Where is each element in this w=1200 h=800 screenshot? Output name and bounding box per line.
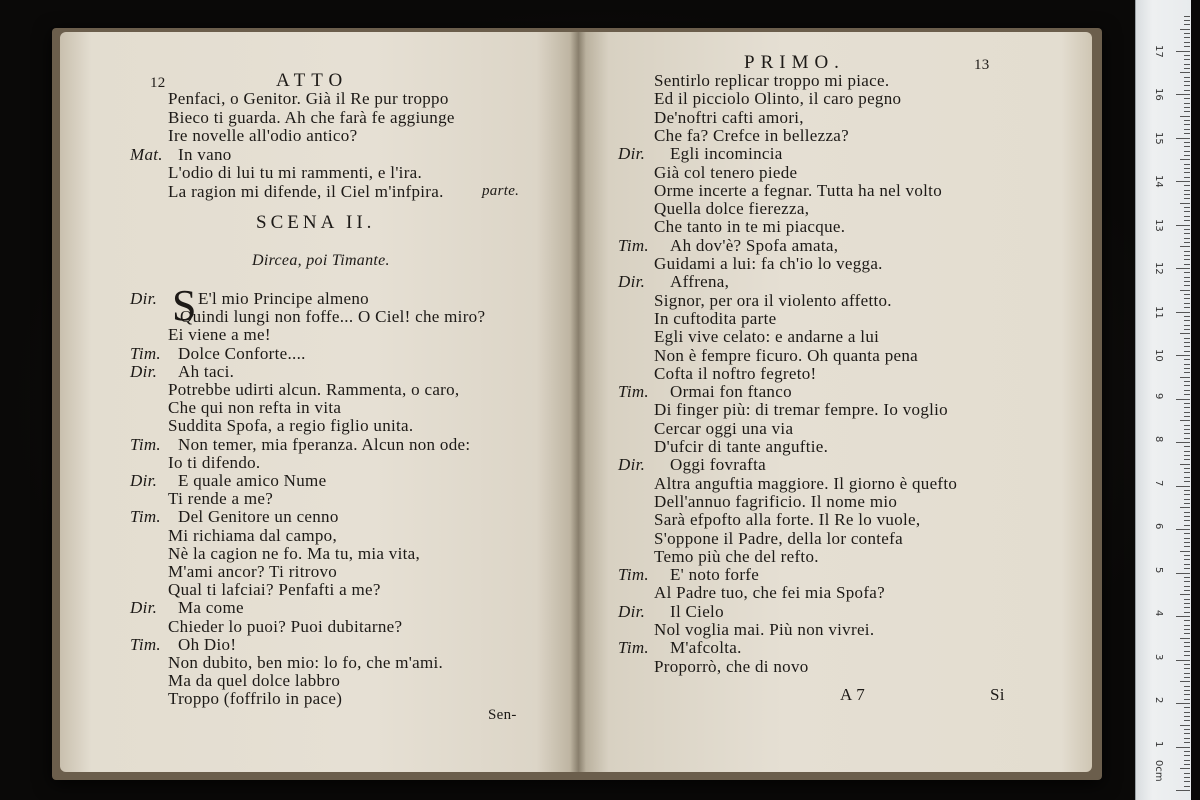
ruler-tick <box>1184 98 1190 99</box>
ruler-tick <box>1184 729 1190 730</box>
ruler-tick <box>1184 120 1190 121</box>
ruler-label: 14 <box>1153 175 1164 188</box>
verse-line: Di finger più: di tremar fempre. Io voglio <box>654 400 948 420</box>
book-gutter <box>570 32 586 772</box>
ruler-tick <box>1184 590 1190 591</box>
left-page <box>60 32 578 772</box>
ruler-tick <box>1184 64 1190 65</box>
ruler-tick <box>1184 407 1190 408</box>
ruler-tick <box>1184 146 1190 147</box>
ruler-tick <box>1184 264 1190 265</box>
ruler-tick <box>1184 133 1190 134</box>
speaker-label: Dir. <box>618 455 646 475</box>
verse-line: Egli vive celato: e andarne a lui <box>654 327 880 347</box>
verse-line: E' noto forfe <box>670 565 760 585</box>
ruler-tick <box>1184 707 1190 708</box>
ruler-tick <box>1176 616 1190 617</box>
verse-line: Chieder lo puoi? Puoi dubitarne? <box>168 616 403 636</box>
speaker-label: Dir. <box>618 601 646 621</box>
ruler-tick <box>1184 307 1190 308</box>
ruler-tick <box>1184 760 1190 761</box>
ruler-tick <box>1184 568 1190 569</box>
ruler-tick <box>1176 790 1190 791</box>
verse-line: De'noftri cafti amori, <box>654 107 804 127</box>
ruler-tick <box>1184 629 1190 630</box>
ruler-tick <box>1184 773 1190 774</box>
ruler-tick <box>1184 111 1190 112</box>
ruler-tick <box>1184 599 1190 600</box>
verse-line: Sentirlo replicar troppo mi piace. <box>654 71 890 90</box>
ruler-tick <box>1184 168 1190 169</box>
ruler-tick <box>1184 211 1190 212</box>
ruler-tick <box>1184 720 1190 721</box>
ruler-tick <box>1180 159 1190 160</box>
ruler-tick <box>1184 238 1190 239</box>
ruler-label: 9 <box>1153 392 1164 399</box>
ruler-tick <box>1184 259 1190 260</box>
ruler-tick <box>1184 512 1190 513</box>
verse-line: Suddita Spofa, a regio figlio unita. <box>168 416 414 436</box>
ruler-tick <box>1184 477 1190 478</box>
verse-line: In vano <box>178 144 232 164</box>
ruler-tick <box>1176 268 1190 269</box>
verse-line: Oh Dio! <box>178 634 237 654</box>
right-running-head: PRIMO. <box>744 52 845 73</box>
ruler-tick <box>1184 207 1190 208</box>
ruler-tick <box>1184 20 1190 21</box>
ruler-label: 11 <box>1153 305 1164 319</box>
ruler-tick <box>1184 368 1190 369</box>
ruler-tick <box>1184 686 1190 687</box>
ruler-tick <box>1184 538 1190 539</box>
stage-direction: Dircea, poi Timante. <box>252 252 390 269</box>
ruler-tick <box>1184 285 1190 286</box>
verse-line: Affrena, <box>670 272 730 292</box>
ruler-tick <box>1180 246 1190 247</box>
ruler-tick <box>1180 203 1190 204</box>
ruler-tick <box>1184 142 1190 143</box>
verse-line: Nè la cagion ne fo. Ma tu, mia vita, <box>168 543 421 563</box>
ruler-tick <box>1184 198 1190 199</box>
ruler-tick <box>1180 72 1190 73</box>
speaker-label: Dir. <box>130 289 158 308</box>
speaker-label: Tim. <box>130 507 161 527</box>
ruler-tick <box>1180 116 1190 117</box>
ruler-tick <box>1184 620 1190 621</box>
verse-line: Sarà efpofto alla forte. Il Re lo vuole, <box>654 510 921 530</box>
verse-line: E quale amico Nume <box>178 471 327 490</box>
verse-line: Già col tenero piede <box>654 162 798 182</box>
ruler-label: 17 <box>1153 44 1164 58</box>
ruler-tick <box>1184 281 1190 282</box>
verse-line: L'odio di lui tu mi rammenti, e l'ira. <box>168 163 423 182</box>
verse-line: Bieco ti guarda. Ah che farà fe aggiunge <box>168 107 455 127</box>
ruler-tick <box>1184 446 1190 447</box>
speaker-label: Tim. <box>618 638 649 658</box>
ruler-tick <box>1184 359 1190 360</box>
ruler-tick <box>1184 559 1190 560</box>
ruler-tick <box>1184 751 1190 752</box>
ruler-tick <box>1180 29 1190 30</box>
verse-line: Cofta il noftro fegreto! <box>654 363 817 383</box>
ruler-tick <box>1184 251 1190 252</box>
ruler-tick <box>1184 533 1190 534</box>
verse-line: Troppo (foffrilo in pace) <box>168 689 343 709</box>
ruler-tick <box>1184 642 1190 643</box>
ruler-tick <box>1184 520 1190 521</box>
ruler-tick <box>1184 586 1190 587</box>
ruler-tick <box>1184 459 1190 460</box>
verse-line: Penfaci, o Genitor. Già il Re pur troppo <box>168 89 449 108</box>
ruler-tick <box>1184 646 1190 647</box>
verse-line: Ma da quel dolce labbro <box>168 671 341 691</box>
ruler-tick <box>1184 546 1190 547</box>
ruler-tick <box>1184 481 1190 482</box>
ruler-label: 0cm <box>1153 760 1164 782</box>
ruler-tick <box>1184 555 1190 556</box>
ruler-label: 1 <box>1153 740 1164 747</box>
ruler-tick <box>1184 329 1190 330</box>
verse-line: Ma come <box>178 598 244 618</box>
speaker-label: Mat. <box>130 144 163 164</box>
ruler-tick <box>1184 468 1190 469</box>
ruler-tick <box>1180 377 1190 378</box>
ruler-tick <box>1184 412 1190 413</box>
ruler-tick <box>1184 190 1190 191</box>
ruler-tick <box>1184 472 1190 473</box>
ruler-tick <box>1180 768 1190 769</box>
ruler-tick <box>1184 164 1190 165</box>
ruler-tick <box>1184 742 1190 743</box>
speaker-label: Tim. <box>618 382 649 402</box>
ruler-tick <box>1184 381 1190 382</box>
ruler-tick <box>1184 403 1190 404</box>
ruler-tick <box>1184 272 1190 273</box>
ruler-tick <box>1176 312 1190 313</box>
ruler-tick <box>1176 225 1190 226</box>
ruler-tick <box>1184 699 1190 700</box>
ruler-tick <box>1184 764 1190 765</box>
speaker-label: Dir. <box>618 272 646 292</box>
verse-line: Altra anguftia maggiore. Il giorno è quefto <box>654 473 958 493</box>
verse-line: Guidami a lui: fa ch'io lo vegga. <box>654 254 883 273</box>
ruler-tick <box>1184 716 1190 717</box>
ruler-tick <box>1184 298 1190 299</box>
ruler-tick <box>1180 725 1190 726</box>
ruler-tick <box>1180 333 1190 334</box>
left-catchword: Sen- <box>488 707 517 723</box>
ruler-tick <box>1184 220 1190 221</box>
ruler-tick <box>1184 124 1190 125</box>
ruler-tick <box>1184 303 1190 304</box>
ruler-tick <box>1184 242 1190 243</box>
scene-title: SCENA II. <box>256 212 376 233</box>
ruler-tick <box>1184 712 1190 713</box>
ruler-tick <box>1184 655 1190 656</box>
verse-line: M'afcolta. <box>670 638 742 658</box>
ruler-tick <box>1184 103 1190 104</box>
verse-line: Del Genitore un cenno <box>178 507 339 527</box>
left-running-head: ATTO <box>276 70 349 91</box>
ruler-label: 10 <box>1153 349 1164 362</box>
verse-line: D'ufcir di tante anguftie. <box>654 437 829 456</box>
ruler-tick <box>1184 81 1190 82</box>
ruler-tick <box>1184 151 1190 152</box>
ruler-tick <box>1184 581 1190 582</box>
ruler-tick <box>1184 16 1190 17</box>
speaker-label: Tim. <box>130 343 161 363</box>
speaker-label: Dir. <box>618 144 646 164</box>
verse-line: Ire novelle all'odio antico? <box>168 126 358 145</box>
ruler-tick <box>1176 529 1190 530</box>
ruler-tick <box>1184 172 1190 173</box>
ruler-tick <box>1184 664 1190 665</box>
speaker-label: Tim. <box>130 434 161 454</box>
ruler-tick <box>1176 399 1190 400</box>
ruler-tick <box>1184 129 1190 130</box>
ruler-tick <box>1176 94 1190 95</box>
ruler-tick <box>1184 346 1190 347</box>
exit-note: parte. <box>482 183 520 199</box>
ruler-tick <box>1176 573 1190 574</box>
ruler-tick <box>1184 194 1190 195</box>
speaker-label: Dir. <box>130 361 158 381</box>
ruler-tick <box>1184 42 1190 43</box>
ruler-tick <box>1184 320 1190 321</box>
ruler-tick <box>1184 351 1190 352</box>
ruler-tick <box>1184 59 1190 60</box>
ruler-label: 8 <box>1153 436 1164 443</box>
verse-line: M'ami ancor? Ti ritrovo <box>168 562 338 581</box>
verse-line: Nol voglia mai. Più non vivrei. <box>654 620 875 639</box>
ruler-tick <box>1184 577 1190 578</box>
speaker-label: Dir. <box>130 471 158 490</box>
ruler-tick <box>1184 438 1190 439</box>
ruler-tick <box>1184 294 1190 295</box>
ruler-tick <box>1180 681 1190 682</box>
ruler-tick <box>1184 255 1190 256</box>
verse-line: Il Cielo <box>670 601 724 621</box>
verse-line: Ei viene a me! <box>168 325 271 345</box>
ruler-tick <box>1184 612 1190 613</box>
measuring-ruler <box>1135 0 1191 800</box>
ruler-label: 15 <box>1153 131 1164 145</box>
ruler-tick <box>1180 638 1190 639</box>
ruler-tick <box>1184 499 1190 500</box>
verse-line: Signor, per ora il violento affetto. <box>654 290 892 310</box>
ruler-tick <box>1176 138 1190 139</box>
ruler-tick <box>1180 507 1190 508</box>
verse-line: Ti rende a me? <box>168 489 274 509</box>
verse-line: La ragion mi difende, il Ciel m'infpira. <box>168 181 444 201</box>
verse-line: Potrebbe udirti alcun. Rammenta, o caro, <box>168 380 460 399</box>
ruler-tick <box>1184 316 1190 317</box>
verse-line: Ah taci. <box>178 361 235 381</box>
ruler-tick <box>1184 564 1190 565</box>
verse-line: S'oppone il Padre, della lor contefa <box>654 528 903 548</box>
speaker-label: Tim. <box>618 235 649 255</box>
ruler-tick <box>1184 494 1190 495</box>
ruler-tick <box>1184 694 1190 695</box>
verse-line: Orme incerte a fegnar. Tutta ha nel volto <box>654 180 943 200</box>
speaker-label: Tim. <box>618 565 649 585</box>
verse-line: Non temer, mia fperanza. Alcun non ode: <box>178 434 471 454</box>
ruler-tick <box>1176 355 1190 356</box>
ruler-tick <box>1184 185 1190 186</box>
ruler-tick <box>1184 229 1190 230</box>
ruler-tick <box>1184 364 1190 365</box>
verse-line: Egli incomincia <box>670 144 783 164</box>
right-page-number: 13 <box>974 57 990 73</box>
right-page <box>578 32 1092 772</box>
ruler-tick <box>1184 455 1190 456</box>
ruler-tick <box>1184 68 1190 69</box>
ruler-tick <box>1184 451 1190 452</box>
ruler-label: 4 <box>1153 610 1164 617</box>
verse-line: Io ti difendo. <box>168 452 261 472</box>
ruler-label: 3 <box>1153 653 1164 660</box>
ruler-tick <box>1176 703 1190 704</box>
ruler-tick <box>1184 46 1190 47</box>
ruler-tick <box>1184 516 1190 517</box>
ruler-tick <box>1180 420 1190 421</box>
ruler-label: 12 <box>1153 262 1164 275</box>
ruler-tick <box>1180 464 1190 465</box>
ruler-tick <box>1176 181 1190 182</box>
ruler-tick <box>1184 33 1190 34</box>
ruler-tick <box>1184 338 1190 339</box>
ruler-label: 7 <box>1153 479 1164 486</box>
ruler-tick <box>1184 216 1190 217</box>
ruler-tick <box>1184 394 1190 395</box>
verse-line: Dell'annuo fagrificio. Il nome mio <box>654 491 898 511</box>
ruler-tick <box>1184 651 1190 652</box>
ruler-tick <box>1184 690 1190 691</box>
right-catchword: Si <box>990 685 1005 704</box>
ruler-tick <box>1184 385 1190 386</box>
ruler-tick <box>1184 777 1190 778</box>
verse-line: Al Padre tuo, che fei mia Spofa? <box>654 583 885 603</box>
ruler-tick <box>1184 372 1190 373</box>
speaker-label: Dir. <box>130 598 158 618</box>
verse-line: Dolce Conforte.... <box>178 343 306 363</box>
ruler-tick <box>1184 668 1190 669</box>
ruler-tick <box>1180 551 1190 552</box>
ruler-tick <box>1184 177 1190 178</box>
verse-line: Quindi lungi non foffe... O Ciel! che miro? <box>180 307 486 327</box>
ruler-tick <box>1184 37 1190 38</box>
ruler-label: 5 <box>1153 566 1164 573</box>
ruler-tick <box>1184 673 1190 674</box>
ruler-tick <box>1184 490 1190 491</box>
ruler-tick <box>1184 416 1190 417</box>
verse-line: E'l mio Principe almeno <box>198 289 369 308</box>
ruler-tick <box>1184 90 1190 91</box>
ruler-tick <box>1184 277 1190 278</box>
ruler-tick <box>1184 503 1190 504</box>
left-page-number: 12 <box>150 75 166 91</box>
verse-line: Che fa? Crefce in bellezza? <box>654 125 849 145</box>
verse-line: Ah dov'è? Spofa amata, <box>670 235 839 255</box>
speaker-label: Tim. <box>130 634 161 654</box>
ruler-tick <box>1176 660 1190 661</box>
verse-line: Mi richiama dal campo, <box>168 525 337 545</box>
ruler-tick <box>1184 603 1190 604</box>
ruler-tick <box>1180 594 1190 595</box>
ruler-tick <box>1176 747 1190 748</box>
verse-line: Che tanto in te mi piacque. <box>654 217 846 237</box>
verse-line: Temo più che del refto. <box>654 546 819 566</box>
verse-line: Cercar oggi una via <box>654 418 794 438</box>
ruler-tick <box>1176 486 1190 487</box>
verse-line: Ormai fon ftanco <box>670 382 792 402</box>
ruler-tick <box>1184 733 1190 734</box>
ruler-tick <box>1184 607 1190 608</box>
ruler-tick <box>1176 51 1190 52</box>
ruler-tick <box>1176 442 1190 443</box>
verse-line: Qual ti lafciai? Penfafti a me? <box>168 580 381 600</box>
verse-line: Proporrò, che di novo <box>654 656 809 676</box>
ruler-label: 16 <box>1153 88 1164 101</box>
ruler-tick <box>1184 55 1190 56</box>
verse-line: Ed il picciolo Olinto, il caro pegno <box>654 89 902 109</box>
verse-line: Quella dolce fierezza, <box>654 199 810 219</box>
ruler-tick <box>1184 429 1190 430</box>
signature-mark: A 7 <box>840 685 865 704</box>
ruler-label: 13 <box>1153 218 1164 232</box>
ruler-tick <box>1184 542 1190 543</box>
ruler-tick <box>1184 433 1190 434</box>
ruler-tick <box>1184 425 1190 426</box>
verse-line: Non è fempre ficuro. Oh quanta pena <box>654 345 918 365</box>
ruler-tick <box>1180 290 1190 291</box>
ruler-tick <box>1184 325 1190 326</box>
ruler-label: 2 <box>1153 697 1164 704</box>
verse-line: Non dubito, ben mio: lo fo, che m'ami. <box>168 653 444 672</box>
ruler-tick <box>1184 633 1190 634</box>
ruler-tick <box>1184 755 1190 756</box>
ruler-tick <box>1184 677 1190 678</box>
ruler-label: 6 <box>1153 523 1164 530</box>
ruler-tick <box>1184 781 1190 782</box>
drop-cap: S <box>172 281 197 330</box>
ruler-tick <box>1184 390 1190 391</box>
ruler-tick <box>1184 85 1190 86</box>
ruler-tick <box>1184 625 1190 626</box>
ruler-tick <box>1184 155 1190 156</box>
ruler-tick <box>1184 24 1190 25</box>
verse-line: Che qui non refta in vita <box>168 398 342 418</box>
ruler-tick <box>1184 342 1190 343</box>
ruler-tick <box>1184 738 1190 739</box>
ruler-tick <box>1184 107 1190 108</box>
ruler-tick <box>1184 525 1190 526</box>
ruler-tick <box>1184 77 1190 78</box>
ruler-tick <box>1184 233 1190 234</box>
verse-line: Oggi fovrafta <box>670 455 766 475</box>
verse-line: In cuftodita parte <box>654 308 777 328</box>
ruler-tick <box>1184 786 1190 787</box>
